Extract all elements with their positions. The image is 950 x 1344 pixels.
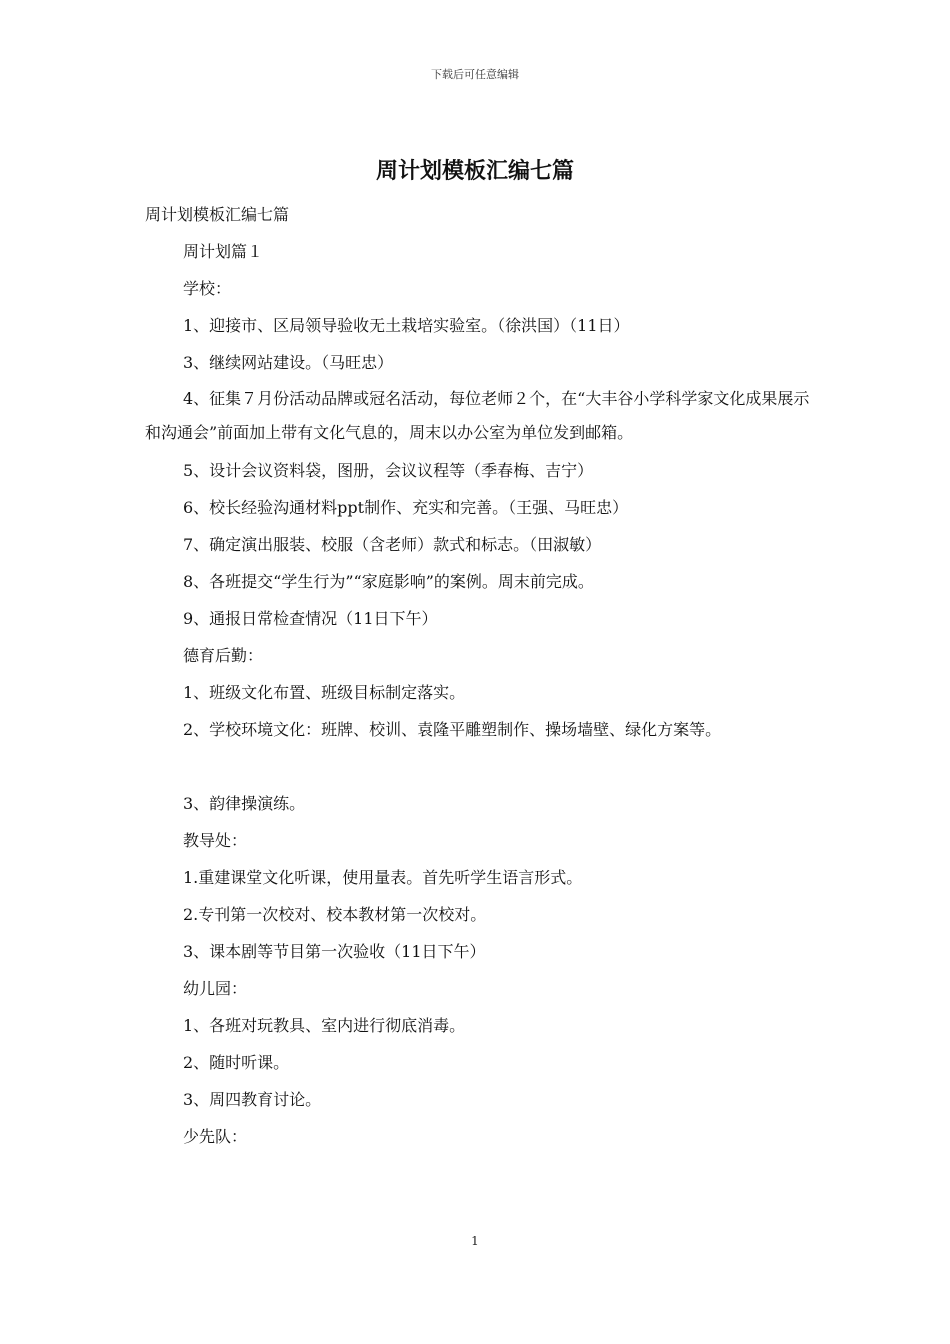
moral-item: 3、韵律操演练。 — [183, 794, 306, 813]
moral-item: 2、学校环境文化：班牌、校训、袁隆平雕塑制作、操场墙壁、绿化方案等。 — [183, 720, 722, 739]
moral-heading: 德育后勤： — [183, 646, 264, 665]
school-item: 5、设计会议资料袋，图册，会议议程等（季春梅、吉宁） — [183, 461, 594, 480]
teaching-heading: 教导处： — [183, 831, 248, 850]
page-header: 下载后可任意编辑 — [431, 68, 519, 81]
document-title: 周计划模板汇编七篇 — [375, 158, 574, 184]
teaching-item: 2.专刊第一次校对、校本教材第一次校对。 — [183, 905, 487, 924]
document-body — [145, 196, 810, 1155]
school-item: 3、继续网站建设。（马旺忠） — [183, 353, 394, 372]
pioneers-heading: 少先队： — [183, 1127, 248, 1146]
kindergarten-item: 2、随时听课。 — [183, 1053, 290, 1072]
kindergarten-item: 1、各班对玩教具、室内进行彻底消毒。 — [183, 1016, 466, 1035]
document-subtitle: 周计划模板汇编七篇 — [145, 205, 290, 224]
kindergarten-item: 3、周四教育讨论。 — [183, 1090, 322, 1109]
school-item: 9、通报日常检查情况（11日下午） — [183, 609, 438, 628]
moral-item: 1、班级文化布置、班级目标制定落实。 — [183, 683, 466, 702]
school-item: 6、校长经验沟通材料ppt制作、充实和完善。（王强、马旺忠） — [183, 498, 629, 517]
school-item: 7、确定演出服装、校服（含老师）款式和标志。（田淑敏） — [183, 535, 602, 554]
school-item: 1、迎接市、区局领导验收无土栽培实验室。（徐洪国）（11日） — [183, 316, 630, 335]
section-heading: 周计划篇１ — [183, 242, 264, 261]
teaching-item: 3、课本剧等节目第一次验收（11日下午） — [183, 942, 486, 961]
school-item: 4、征集７月份活动品牌或冠名活动，每位老师２个，在“大丰谷小学科学家文化成果展示和沟通会”前面加上带有文化气息的，周末以办公室为单位发到邮箱。 — [145, 389, 810, 442]
teaching-item: 1.重建课堂文化听课，使用量表。首先听学生语言形式。 — [183, 868, 583, 887]
kindergarten-heading: 幼儿园： — [183, 979, 248, 998]
page-number: 1 — [471, 1234, 479, 1248]
school-item: 8、各班提交“学生行为”“家庭影响”的案例。周末前完成。 — [183, 572, 594, 591]
school-heading: 学校： — [183, 279, 232, 298]
